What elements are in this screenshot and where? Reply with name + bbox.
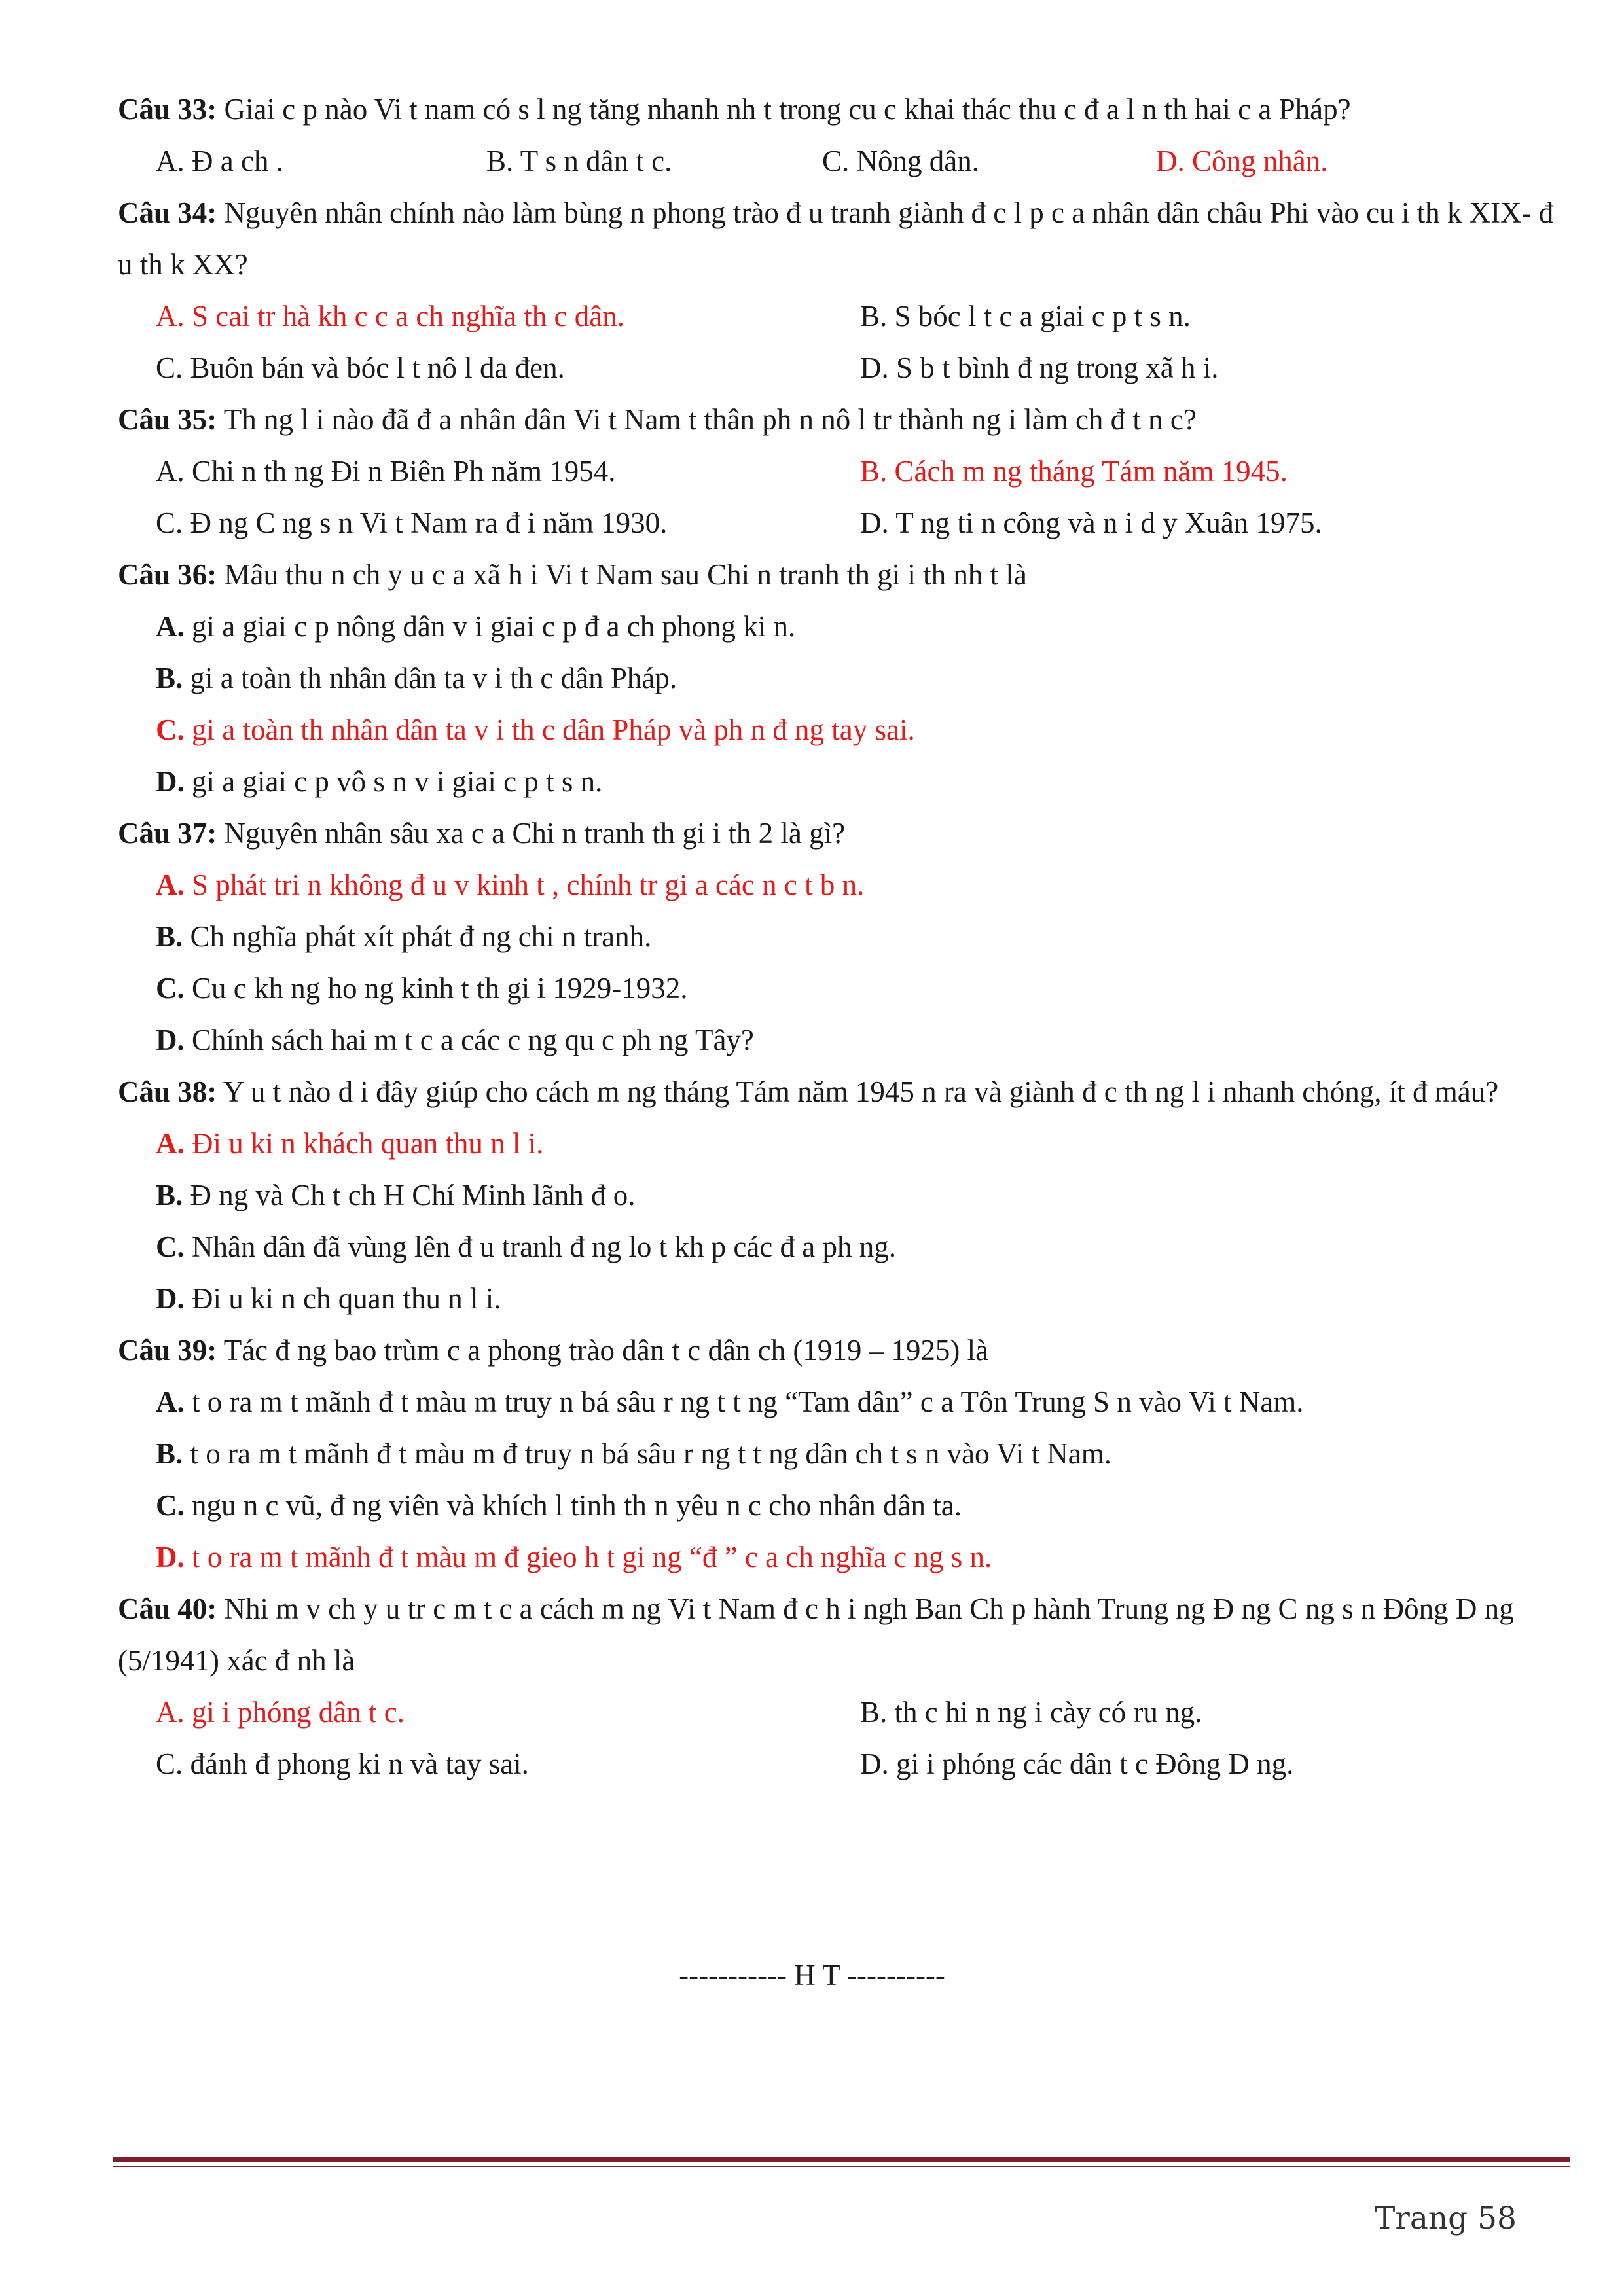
option-text: Nông dân.: [856, 145, 979, 177]
options-grid: [118, 1687, 1564, 1790]
option-letter: A.: [156, 145, 185, 177]
option-text: Nhân dân đã vùng lên đ u tranh đ ng lo t kh p các đ a ph ng.: [192, 1230, 897, 1263]
answer-option-a: [118, 601, 1564, 653]
option-text: ngu n c vũ, đ ng viên và khích l tinh th n yêu n c cho nhân dân ta.: [192, 1489, 962, 1522]
answer-option-a: [118, 1376, 1564, 1428]
answer-option-b: [118, 911, 1564, 963]
option-text: Chính sách hai m t c a các c ng qu c ph ng Tây?: [192, 1024, 754, 1056]
option-text: Đi u ki n ch quan thu n l i.: [192, 1282, 501, 1315]
option-letter: B.: [156, 1179, 183, 1211]
footer-rule: [113, 2157, 1570, 2162]
option-letter: B.: [860, 455, 888, 488]
question-block: [118, 549, 1564, 808]
option-text: Công nhân.: [1192, 145, 1328, 177]
question-number: Câu 38:: [118, 1075, 217, 1108]
option-text: Ch nghĩa phát xít phát đ ng chi n tranh.: [190, 920, 652, 953]
option-letter: A.: [156, 300, 185, 332]
question-stem: [118, 394, 1564, 446]
answer-option-a: [156, 135, 486, 187]
answer-option-d: [118, 1532, 1564, 1583]
question-text: Mâu thu n ch y u c a xã h i Vi t Nam sau Chi n tranh th gi i th nh t là: [224, 558, 1027, 591]
answer-option-b: [118, 1428, 1564, 1480]
question-number: Câu 39:: [118, 1334, 217, 1367]
answer-option-c: [118, 1480, 1564, 1532]
option-letter: A.: [156, 610, 185, 643]
answer-option-c: [156, 342, 860, 394]
page-number: Trang 58: [1375, 2200, 1517, 2236]
option-letter: A.: [156, 1696, 185, 1729]
option-text: gi i phóng dân t c.: [192, 1696, 405, 1729]
answer-option-b: [486, 135, 822, 187]
option-text: Chi n th ng Đi n Biên Ph năm 1954.: [192, 455, 616, 488]
question-block: [118, 808, 1564, 1066]
option-text: t o ra m t mãnh đ t màu m đ truy n bá sâu r ng t t ng dân ch t s n vào Vi t Nam.: [190, 1437, 1112, 1470]
answer-option-d: [860, 342, 1564, 394]
question-text: Y u t nào d i đây giúp cho cách m ng tháng Tám năm 1945 n ra và giành đ c th ng l i nhanh chóng, ít đ máu?: [223, 1075, 1499, 1108]
option-letter: B.: [860, 300, 888, 332]
option-letter: D.: [156, 1282, 185, 1315]
answer-option-b: [118, 653, 1564, 704]
question-text: Nguyên nhân sâu xa c a Chi n tranh th gi i th 2 là gì?: [224, 817, 846, 850]
option-letter: B.: [156, 920, 183, 953]
option-letter: C.: [822, 145, 850, 177]
option-letter: C.: [156, 351, 183, 384]
option-text: Đ a ch .: [192, 145, 283, 177]
question-block: [118, 394, 1564, 549]
answer-option-d: [1156, 135, 1328, 187]
answer-option-d: [860, 1738, 1564, 1790]
question-stem: [118, 84, 1564, 135]
answer-option-c: [156, 1738, 860, 1790]
option-text: gi a toàn th nhân dân ta v i th c dân Pháp và ph n đ ng tay sai.: [192, 713, 915, 746]
answer-option-d: [118, 756, 1564, 808]
option-text: S bóc l t c a giai c p t s n.: [894, 300, 1191, 332]
option-letter: D.: [860, 1748, 889, 1780]
question-text: Tác đ ng bao trùm c a phong trào dân t c dân ch (1919 – 1925) là: [223, 1334, 989, 1367]
option-letter: D.: [156, 1541, 185, 1573]
option-text: đánh đ phong ki n và tay sai.: [190, 1748, 529, 1780]
question-block: [118, 1066, 1564, 1325]
question-text: Nguyên nhân chính nào làm bùng n phong trào đ u tranh giành đ c l p c a nhân dân châu Phi vào cu i th k XIX- đ u th k XX?: [118, 196, 1554, 281]
answer-option-c: [822, 135, 1156, 187]
option-text: gi a giai c p vô s n v i giai c p t s n.: [192, 765, 603, 798]
question-text: Th ng l i nào đã đ a nhân dân Vi t Nam t thân ph n nô l tr thành ng i làm ch đ t n c?: [223, 403, 1197, 436]
option-letter: D.: [156, 765, 185, 798]
option-letter: C.: [156, 972, 185, 1005]
option-letter: D.: [1156, 145, 1185, 177]
answer-option-d: [860, 497, 1564, 549]
option-letter: A.: [156, 1127, 185, 1160]
question-stem: [118, 808, 1564, 859]
option-letter: C.: [156, 507, 183, 539]
question-number: Câu 37:: [118, 817, 217, 850]
question-text: Nhi m v ch y u tr c m t c a cách m ng Vi t Nam đ c h i ngh Ban Ch p hành Trung ng Đ ng C ng s n Đông D ng (5/1941) xác đ nh là: [118, 1592, 1514, 1677]
options-grid: [118, 446, 1564, 549]
option-text: Đ ng C ng s n Vi t Nam ra đ i năm 1930.: [190, 507, 668, 539]
question-stem: [118, 1066, 1564, 1118]
option-text: Cách m ng tháng Tám năm 1945.: [894, 455, 1288, 488]
end-mark: ----------- H T ----------: [679, 1959, 945, 1992]
option-letter: B.: [156, 662, 183, 694]
answer-option-a: [156, 1687, 860, 1738]
option-text: Đ ng và Ch t ch H Chí Minh lãnh đ o.: [190, 1179, 636, 1211]
option-text: T s n dân t c.: [520, 145, 672, 177]
option-text: t o ra m t mãnh đ t màu m truy n bá sâu r ng t t ng “Tam dân” c a Tôn Trung S n vào Vi t Nam.: [192, 1386, 1304, 1418]
option-letter: D.: [860, 507, 889, 539]
answer-option-d: [118, 1014, 1564, 1066]
answer-option-b: [860, 446, 1564, 497]
question-number: Câu 33:: [118, 93, 217, 126]
question-text: Giai c p nào Vi t nam có s l ng tăng nhanh nh t trong cu c khai thác thu c đ a l n th hai c a Pháp?: [224, 93, 1351, 126]
answer-option-a: [118, 859, 1564, 911]
footer-rule-thin: [113, 2166, 1570, 2167]
question-block: [118, 187, 1564, 394]
option-text: Cu c kh ng ho ng kinh t th gi i 1929-1932.: [192, 972, 688, 1005]
option-letter: B.: [860, 1696, 888, 1729]
answer-option-c: [156, 497, 860, 549]
option-letter: C.: [156, 1230, 185, 1263]
answer-option-b: [860, 1687, 1564, 1738]
option-text: gi a toàn th nhân dân ta v i th c dân Pháp.: [190, 662, 677, 694]
question-stem: [118, 187, 1564, 291]
option-text: Đi u ki n khách quan thu n l i.: [192, 1127, 544, 1160]
option-letter: C.: [156, 713, 185, 746]
answer-option-c: [118, 1221, 1564, 1273]
question-number: Câu 36:: [118, 558, 217, 591]
option-text: gi a giai c p nông dân v i giai c p đ a ch phong ki n.: [192, 610, 796, 643]
question-stem: [118, 1583, 1564, 1687]
option-text: S b t bình đ ng trong xã h i.: [896, 351, 1219, 384]
answer-option-c: [118, 704, 1564, 756]
option-letter: C.: [156, 1748, 183, 1780]
question-stem: [118, 1325, 1564, 1376]
option-text: Buôn bán và bóc l t nô l da đen.: [190, 351, 565, 384]
question-stem: [118, 549, 1564, 601]
option-text: t o ra m t mãnh đ t màu m đ gieo h t gi ng “đ ” c a ch nghĩa c ng s n.: [192, 1541, 992, 1573]
question-block: [118, 84, 1564, 187]
options-grid: [118, 291, 1564, 394]
question-list: [118, 84, 1564, 1790]
option-letter: B.: [156, 1437, 183, 1470]
answer-option-c: [118, 963, 1564, 1014]
question-number: Câu 34:: [118, 196, 217, 229]
options-row: [118, 135, 1564, 187]
question-number: Câu 40:: [118, 1592, 217, 1625]
option-text: th c hi n ng i cày có ru ng.: [894, 1696, 1202, 1729]
option-letter: C.: [156, 1489, 185, 1522]
option-letter: D.: [860, 351, 889, 384]
option-text: gi i phóng các dân t c Đông D ng.: [896, 1748, 1294, 1780]
answer-option-a: [156, 291, 860, 342]
option-letter: D.: [156, 1024, 185, 1056]
option-text: T ng ti n công và n i d y Xuân 1975.: [895, 507, 1322, 539]
answer-option-b: [118, 1170, 1564, 1221]
answer-option-b: [860, 291, 1564, 342]
question-block: [118, 1325, 1564, 1583]
question-number: Câu 35:: [118, 403, 217, 436]
option-letter: A.: [156, 1386, 185, 1418]
option-letter: A.: [156, 869, 185, 901]
option-text: S cai tr hà kh c c a ch nghĩa th c dân.: [192, 300, 625, 332]
question-block: [118, 1583, 1564, 1790]
option-letter: B.: [486, 145, 514, 177]
option-letter: A.: [156, 455, 185, 488]
answer-option-d: [118, 1273, 1564, 1325]
answer-option-a: [118, 1118, 1564, 1170]
answer-option-a: [156, 446, 860, 497]
option-text: S phát tri n không đ u v kinh t , chính tr gi a các n c t b n.: [192, 869, 865, 901]
